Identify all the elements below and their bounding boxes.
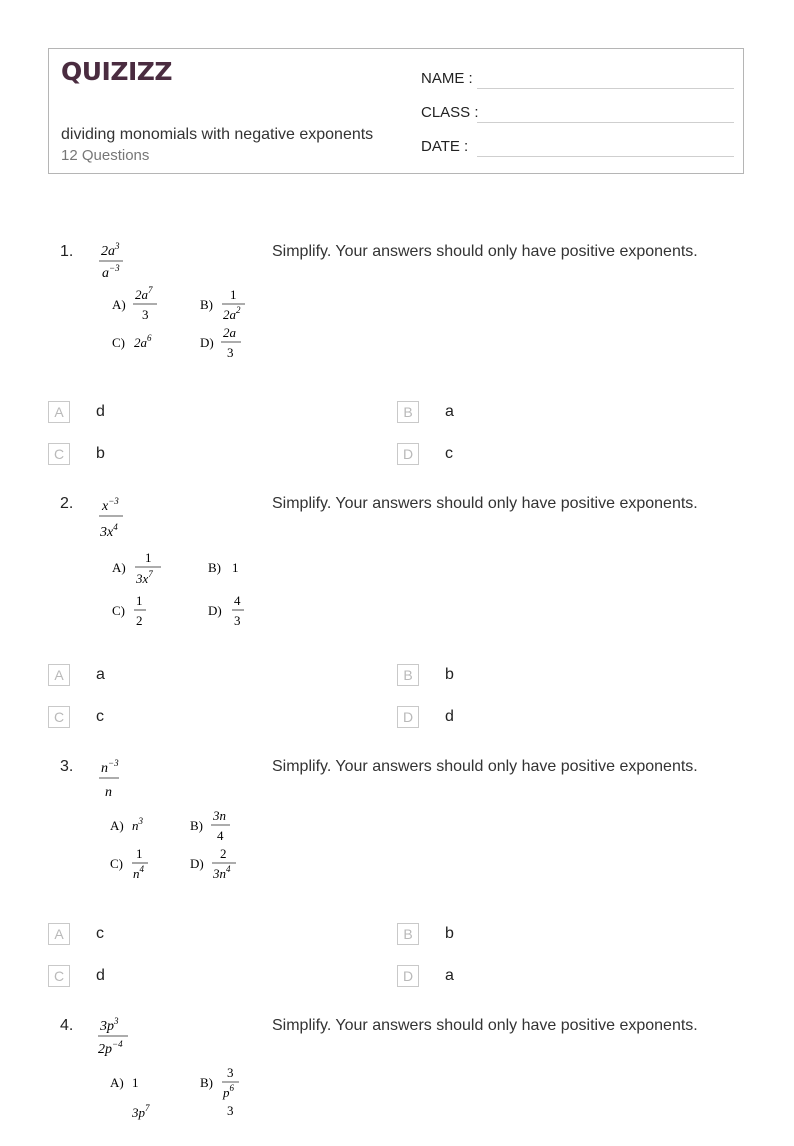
q2-D-den: 3 [234,613,241,628]
option-text: a [445,967,454,984]
class-label: CLASS : [421,104,479,121]
q1-B-den-exp: 2 [236,305,241,315]
q4-math [96,1011,266,1141]
option-letter-box[interactable]: A [48,401,70,423]
q2-C-num: 1 [136,593,143,608]
q3-A-expr: n [132,818,139,833]
q1-math [96,237,266,367]
q2-B-letter: B) [208,560,221,575]
q1-A-num-exp: 7 [148,285,153,295]
q4-problem-num: 3p [100,1019,114,1034]
q1-problem-num: 2a [101,244,115,259]
q1-D-den: 3 [227,345,234,360]
svg-text:2a2 [223,305,241,322]
svg-text:3p3 [99,1016,119,1034]
option-text: b [445,666,454,683]
name-line[interactable] [477,88,734,89]
q2-B-expr: 1 [232,560,239,575]
svg-text:x−3 [101,496,119,514]
q4-A-letter: A) [110,1075,124,1090]
class-line[interactable] [477,122,734,123]
question-1-math-image [96,237,266,367]
q1-C-letter: C) [112,335,125,350]
question-4 [0,1017,794,1123]
question-number: 1. [60,243,74,260]
option-letter-box[interactable]: B [397,401,419,423]
q1-C-exp: 6 [147,333,152,343]
q1-A-letter: A) [112,297,126,312]
option-text: b [96,445,105,462]
q4-problem-num-exp: 3 [114,1016,119,1026]
svg-text:2a6 [134,333,152,350]
q3-C-den: n [133,866,140,881]
q3-D-den-exp: 4 [226,864,231,874]
q3-B-num: 3n [213,808,226,823]
option-letter-box[interactable]: C [48,965,70,987]
option-letter-box[interactable]: A [48,664,70,686]
q2-C-den: 2 [136,613,143,628]
option-text: a [96,666,105,683]
option-letter-box[interactable]: A [48,923,70,945]
q2-A-num: 1 [145,550,152,565]
svg-text:n−3 [101,758,119,776]
q2-problem-num: x [102,499,109,514]
svg-text:a−3 [102,263,120,281]
q3-B-letter: B) [190,818,203,833]
q2-problem-num-exp: −3 [108,496,119,506]
q2-A-letter: A) [112,560,126,575]
svg-text:3x4 [99,522,118,540]
class-field[interactable] [421,101,734,123]
svg-text:n4 [133,864,145,881]
q4-D-num: 3 [227,1103,234,1118]
q1-B-letter: B) [200,297,213,312]
q3-C-num: 1 [136,846,143,861]
q3-problem-num-exp: −3 [108,758,119,768]
option-letter-box[interactable]: B [397,923,419,945]
q1-problem-den: a [102,266,109,281]
q3-B-den: 4 [217,828,224,843]
q3-D-den: 3n [213,866,226,881]
q3-A-letter: A) [110,818,124,833]
q4-B-den-exp: 6 [229,1083,234,1093]
q1-B-den: 2a [223,307,236,322]
q4-C-num-exp: 7 [145,1103,150,1113]
q1-B-num: 1 [230,287,237,302]
question-text: Simplify. Your answers should only have positive exponents. [272,243,698,260]
q4-B-num: 3 [227,1065,234,1080]
q3-problem-den: n [105,785,112,800]
svg-text:3x7 [135,569,153,586]
q2-D-letter: D) [208,603,222,618]
option-letter-box[interactable]: D [397,443,419,465]
svg-text:2a3 [101,241,120,259]
date-field[interactable] [421,135,734,157]
q2-C-letter: C) [112,603,125,618]
q3-D-num: 2 [220,846,227,861]
name-label: NAME : [421,70,473,87]
svg-text:p6 [222,1083,235,1100]
q3-C-den-exp: 4 [139,864,144,874]
question-2-math-image [96,489,266,628]
q2-problem-den: 3x [100,525,114,540]
q4-A-expr: 1 [132,1075,139,1090]
quizizz-logo: QUIZIZZ [61,57,173,86]
q4-B-den: p [223,1085,230,1100]
q4-problem-den-exp: −4 [112,1039,123,1049]
name-field[interactable] [421,67,734,89]
option-letter-box[interactable]: C [48,706,70,728]
option-text: d [96,967,105,984]
q4-B-letter: B) [200,1075,213,1090]
q1-D-letter: D) [200,335,214,350]
q1-C-expr: 2a [134,335,147,350]
question-text: Simplify. Your answers should only have positive exponents. [272,1017,698,1034]
option-letter-box[interactable]: C [48,443,70,465]
q2-A-den-exp: 7 [148,569,153,579]
option-text: c [96,708,104,725]
question-number: 4. [60,1017,74,1034]
svg-text:2p−4 [98,1039,123,1057]
q3-D-letter: D) [190,856,204,871]
q4-problem-den: 2p [98,1042,112,1057]
option-text: d [96,403,105,420]
q3-math [96,752,266,882]
q2-problem-den-exp: 4 [113,522,118,532]
q1-A-den: 3 [142,307,149,322]
question-number: 3. [60,758,74,775]
q2-D-num: 4 [234,593,241,608]
option-text: c [445,445,453,462]
svg-text:3p7 [131,1103,150,1120]
question-count: 12 Questions [61,147,150,164]
question-text: Simplify. Your answers should only have positive exponents. [272,758,698,775]
date-label: DATE : [421,138,469,155]
option-letter-box[interactable]: D [397,706,419,728]
option-letter-box[interactable]: B [397,664,419,686]
date-line[interactable] [477,156,734,157]
q1-problem-num-exp: 3 [115,241,120,251]
q2-A-den: 3x [136,571,149,586]
question-4-math-image [96,1011,266,1141]
q1-D-num: 2a [223,325,236,340]
q3-A-exp: 3 [138,816,143,826]
option-text: b [445,925,454,942]
q4-C-num: 3p [132,1105,145,1120]
q1-A-num: 2a [135,287,148,302]
option-text: a [445,403,454,420]
q1-problem-den-exp: −3 [109,263,120,273]
worksheet-header [48,48,744,174]
question-number: 2. [60,495,74,512]
q2-math [96,489,266,628]
option-text: d [445,708,454,725]
question-3-math-image [96,752,266,882]
worksheet-title: dividing monomials with negative exponents [61,126,374,143]
q3-problem-num: n [101,761,108,776]
option-letter-box[interactable]: D [397,965,419,987]
svg-text:2a7 [135,285,153,302]
question-text: Simplify. Your answers should only have positive exponents. [272,495,698,512]
svg-text:3n4 [212,864,231,881]
option-text: c [96,925,104,942]
q3-C-letter: C) [110,856,123,871]
svg-text:n3 [132,816,144,833]
